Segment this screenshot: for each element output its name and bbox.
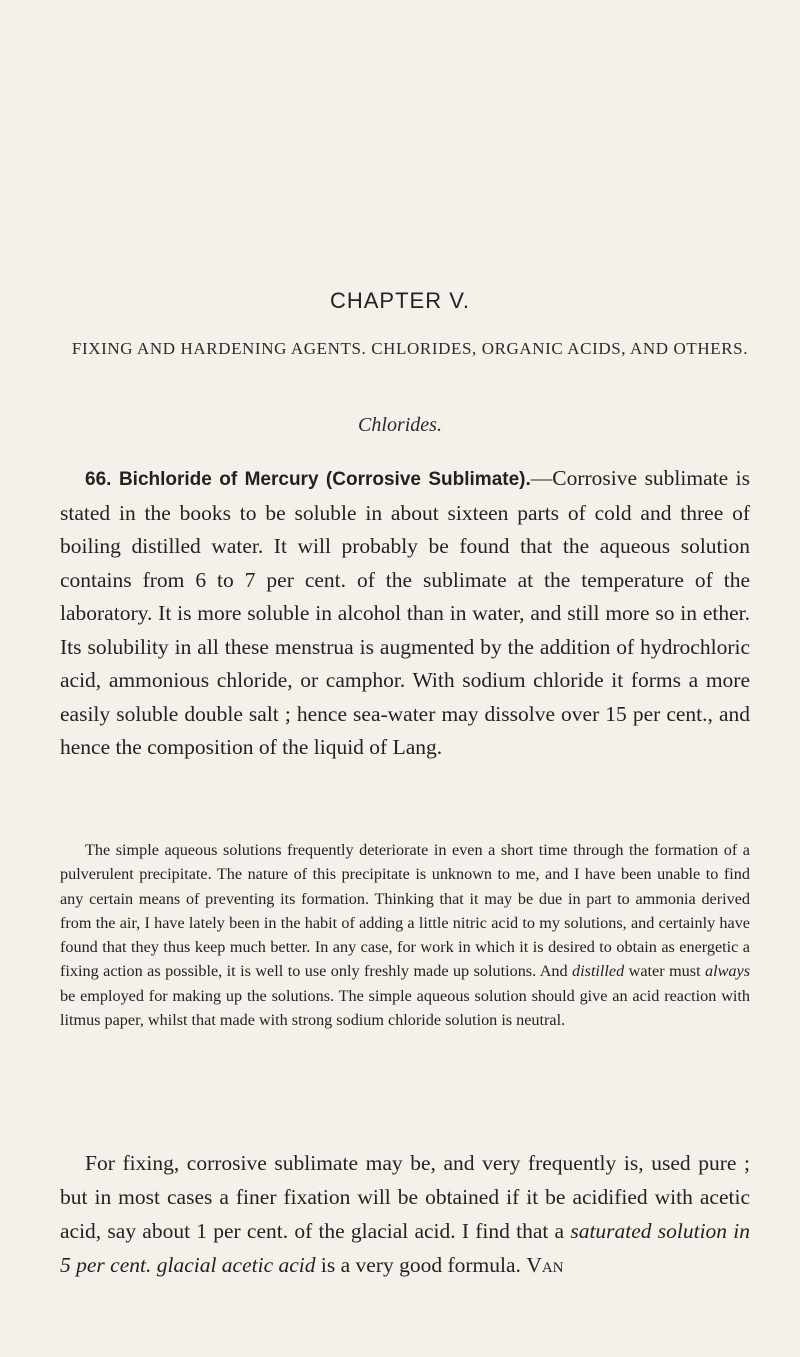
note-emphasis-always: always bbox=[705, 962, 751, 981]
note-emphasis-distilled: distilled bbox=[572, 962, 625, 981]
note-text-2: water must bbox=[624, 962, 706, 981]
chapter-title: CHAPTER V. bbox=[329, 288, 470, 313]
paragraph-note-small bbox=[60, 838, 750, 1032]
note-text-3: be employed for making up the solutions. The simple aqueous solution should give an acid reaction with litmus paper, whilst that made with strong sodium chloride solution is neutral. bbox=[60, 986, 750, 1030]
paragraph-bichloride bbox=[60, 462, 750, 765]
note-text-1: The simple aqueous solutions frequently deteriorate in even a short time through the formation of a pulverulent precipitate. The nature of this precipitate is unknown to me, and I have been unable to find any certain means of preventing its formation. Thinking that it may be due in part to ammonia derived from the air, I have lately been in the habit of adding a little nitric acid to my solutions, and certainly have found that they thus keep much better. In any case, for work in which it is desired to obtain as energetic a fixing action as possible, it is well to use only freshly made up solutions. And bbox=[60, 841, 750, 981]
paragraph-fixing bbox=[60, 1146, 750, 1282]
paragraph-number: 66. bbox=[85, 469, 112, 490]
fixing-emphasis-formula: saturated solution in 5 per cent. glacial acetic acid bbox=[60, 1219, 751, 1277]
paragraph-lead: Bichloride of Mercury (Corrosive Sublimate). bbox=[118, 469, 531, 490]
fixing-text-2: is a very good formula. bbox=[315, 1253, 527, 1277]
fixing-text-1: For fixing, corrosive sublimate may be, and very frequently is, used pure ; but in most cases a finer fixation will be obtained if it be acidified with acetic acid, say about 1 per cent. of the glacial acid. I find that a bbox=[60, 1151, 750, 1243]
fixing-tail-word: Van bbox=[526, 1253, 564, 1277]
section-heading: Chlorides. bbox=[358, 414, 442, 436]
chapter-subtitle: FIXING AND HARDENING AGENTS. CHLORIDES, ORGANIC ACIDS, AND OTHERS. bbox=[71, 339, 749, 358]
paragraph-body: —Corrosive sublimate is stated in the books to be soluble in about sixteen parts of cold and three of boiling distilled water. It will probably be found that the aqueous solution contains from 6 to 7 per cent. of the sublimate at the temperature of the laboratory. It is more soluble in alcohol than in water, and still more so in ether. Its solubility in all these menstrua is augmented by the addition of hydrochloric acid, ammonious chloride, or camphor. With sodium chloride it forms a more easily soluble double salt ; hence sea-water may dissolve over 15 per cent., and hence the composition of the liquid of Lang. bbox=[60, 466, 751, 759]
